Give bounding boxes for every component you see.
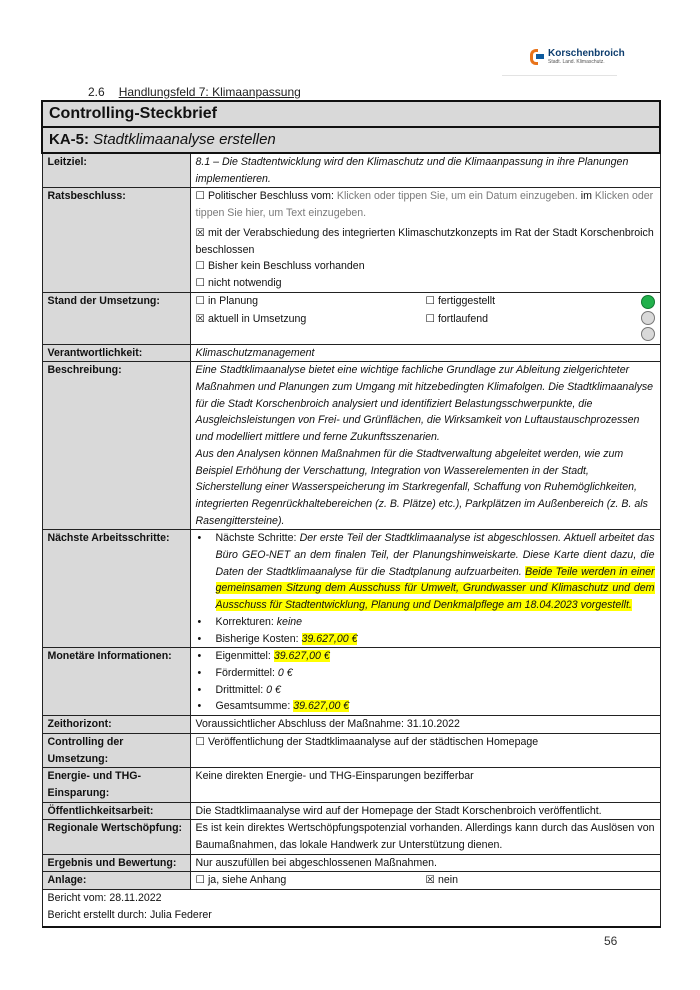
checkbox-klimaschutzkonzept[interactable]: ☒ bbox=[195, 226, 205, 239]
date-placeholder[interactable]: Klicken oder tippen Sie, um ein Datum einzugeben. bbox=[336, 190, 578, 203]
list-item bbox=[196, 698, 655, 715]
value-regional: Es ist kein direktes Wertschöpfungspotenzial vorhanden. Allerdings kann durch das Auslösen von Baumaßnahmen, das lokale Handwerk zur Unterstützung dienen. bbox=[190, 820, 660, 854]
value-oeffentlichkeit: Die Stadtklimaanalyse wird auf der Homepage der Stadt Korschenbroich veröffentlicht. bbox=[190, 802, 660, 820]
eigenmittel-lead: Eigenmittel: bbox=[215, 650, 271, 663]
label-leitziel: Leitziel: bbox=[42, 153, 190, 188]
gesamtsumme-value: 39.627,00 € bbox=[293, 700, 350, 713]
aktuell-label: aktuell in Umsetzung bbox=[207, 313, 307, 326]
value-beschreibung bbox=[190, 362, 660, 530]
bericht-vom: Bericht vom: 28.11.2022 bbox=[47, 892, 162, 905]
controlling-steckbrief-table bbox=[41, 100, 661, 928]
list-item bbox=[196, 682, 655, 699]
value-controlling bbox=[190, 733, 660, 767]
checkbox-fertiggestellt[interactable]: ☐ bbox=[425, 294, 435, 307]
kosten-value: 39.627,00 € bbox=[301, 632, 358, 645]
korrekturen-value: keine bbox=[276, 615, 303, 628]
header-rule bbox=[502, 75, 617, 76]
row-anlage bbox=[42, 872, 660, 890]
drittmittel-lead: Drittmittel: bbox=[215, 683, 264, 696]
card-subtitle bbox=[42, 127, 660, 153]
bericht-durch: Bericht erstellt durch: Julia Federer bbox=[47, 908, 212, 921]
foerdermittel-lead: Fördermittel: bbox=[215, 666, 275, 679]
row-zeithorizont bbox=[42, 716, 660, 734]
list-item bbox=[196, 614, 655, 631]
label-stand: Stand der Umsetzung: bbox=[42, 292, 190, 344]
beschreibung-paragraph-2: Aus den Analysen können Maßnahmen für die Stadtverwaltung abgeleitet werden, wie zum Beispiel Erhöhung der Verschattung, Integration von Wasserelementen in der Stadt, Sicherstellung einer Wasserspeicherung im Starkregenfall, Schaffung von Ruhemöglichkeiten, integrierten Regenrückhaltebereichen (z. B. Plätze) etc.), Parkplätzen im Außenbereich (z. B. als Rasengittersteine). bbox=[195, 447, 648, 527]
label-regional: Regionale Wertschöpfung: bbox=[42, 820, 190, 854]
in-planung-label: in Planung bbox=[207, 294, 259, 307]
row-energie bbox=[42, 768, 660, 802]
section-number: 2.6 bbox=[88, 85, 105, 99]
label-controlling: Controlling der Umsetzung: bbox=[42, 733, 190, 767]
checkbox-fortlaufend[interactable]: ☐ bbox=[425, 313, 435, 326]
naechste-highlight: Beide Teile werden in einer gemeinsamen Sitzung dem Ausschuss für Umwelt, Grundwasser und Klimaschutz und dem Ausschuss für Stadtentwicklung, Planung und Denkmalpflege am 18.04.2023 vorgestellt. bbox=[215, 565, 655, 612]
label-energie: Energie- und THG-Einsparung: bbox=[42, 768, 190, 802]
measure-name: Stadtklimaanalyse erstellen bbox=[93, 131, 276, 148]
status-traffic-light bbox=[641, 295, 656, 343]
checkbox-in-planung[interactable]: ☐ bbox=[195, 294, 205, 307]
fortlaufend-label: fortlaufend bbox=[437, 313, 489, 326]
checkbox-politischer-beschluss[interactable]: ☐ bbox=[195, 190, 205, 203]
row-footer bbox=[42, 890, 660, 927]
politischer-beschluss-label: Politischer Beschluss vom: bbox=[207, 190, 334, 203]
label-zeithorizont: Zeithorizont: bbox=[42, 716, 190, 734]
page-number: 56 bbox=[604, 934, 618, 948]
value-monetaer bbox=[190, 648, 660, 716]
veroeffentlichung-label: Veröffentlichung der Stadtklimaanalyse auf der städtischen Homepage bbox=[207, 735, 539, 748]
label-ratsbeschluss: Ratsbeschluss: bbox=[42, 188, 190, 292]
value-naechste-schritte bbox=[190, 530, 660, 648]
row-ergebnis bbox=[42, 854, 660, 872]
label-verantwortlichkeit: Verantwortlichkeit: bbox=[42, 344, 190, 362]
kosten-lead: Bisherige Kosten: bbox=[215, 632, 299, 645]
row-verantwortlichkeit bbox=[42, 344, 660, 362]
list-item bbox=[196, 631, 655, 648]
row-naechste-schritte bbox=[42, 530, 660, 648]
text-placeholder[interactable]: Klicken oder tippen Sie hier, um Text einzugeben. bbox=[195, 190, 654, 220]
korrekturen-lead: Korrekturen: bbox=[215, 615, 274, 628]
label-oeffentlichkeit: Öffentlichkeitsarbeit: bbox=[42, 802, 190, 820]
checkbox-veroeffentlichung[interactable]: ☐ bbox=[195, 735, 205, 748]
label-beschreibung: Beschreibung: bbox=[42, 362, 190, 530]
row-regional bbox=[42, 820, 660, 854]
row-stand bbox=[42, 292, 660, 344]
eigenmittel-value: 39.627,00 € bbox=[273, 650, 330, 663]
card-title: Controlling-Steckbrief bbox=[42, 101, 660, 127]
card-title-row bbox=[42, 101, 660, 127]
value-anlage bbox=[190, 872, 660, 890]
checkbox-aktuell[interactable]: ☒ bbox=[195, 313, 205, 326]
label-naechste-schritte: Nächste Arbeitsschritte: bbox=[42, 530, 190, 648]
list-item bbox=[196, 648, 655, 665]
row-beschreibung bbox=[42, 362, 660, 530]
checkbox-nicht-notwendig[interactable]: ☐ bbox=[195, 276, 205, 289]
label-ergebnis: Ergebnis und Bewertung: bbox=[42, 854, 190, 872]
value-ergebnis: Nur auszufüllen bei abgeschlossenen Maßnahmen. bbox=[190, 854, 660, 872]
row-monetaer bbox=[42, 648, 660, 716]
nicht-notwendig-label: nicht notwendig bbox=[207, 276, 282, 289]
row-controlling bbox=[42, 733, 660, 767]
card-subtitle-row bbox=[42, 127, 660, 153]
checkbox-anlage-ja[interactable]: ☐ bbox=[195, 874, 205, 887]
city-logo bbox=[530, 48, 625, 65]
list-item bbox=[196, 665, 655, 682]
anlage-nein-label: nein bbox=[437, 874, 458, 887]
kein-beschluss-label: Bisher kein Beschluss vorhanden bbox=[207, 260, 365, 273]
section-heading bbox=[88, 85, 301, 99]
row-leitziel bbox=[42, 153, 660, 188]
foerdermittel-value: 0 € bbox=[277, 666, 293, 679]
logo-name: Korschenbroich bbox=[548, 48, 625, 59]
label-monetaer: Monetäre Informationen: bbox=[42, 648, 190, 716]
section-title: Handlungsfeld 7: Klimaanpassung bbox=[118, 85, 301, 99]
yellow-light-icon bbox=[641, 311, 655, 325]
beschreibung-paragraph-1: Eine Stadtklimaanalyse bietet eine wichtige fachliche Grundlage zur Ableitung zielgerichteter Maßnahmen und Planungen zum Umgang mit hitzebedingten Klimafolgen. Die Stadtklimaanalyse für die Stadt Korschenbroich analysiert und identifiziert Belastungsschwerpunkte, die Ausgleichsleistungen von Frei- und Grünflächen, die Wirksamkeit von Luftaustauschprozessen und modelliert mittlere und ferne Zukunftsszenarien. bbox=[195, 364, 654, 444]
logo-mark-icon bbox=[530, 49, 544, 65]
gesamtsumme-lead: Gesamtsumme: bbox=[215, 700, 291, 713]
value-stand bbox=[190, 292, 660, 344]
value-verantwortlichkeit: Klimaschutzmanagement bbox=[190, 344, 660, 362]
naechste-lead: Nächste Schritte: bbox=[215, 532, 297, 545]
value-zeithorizont: Voraussichtlicher Abschluss der Maßnahme: 31.10.2022 bbox=[190, 716, 660, 734]
measure-code: KA-5: bbox=[49, 131, 89, 148]
row-ratsbeschluss bbox=[42, 188, 660, 292]
label-anlage: Anlage: bbox=[42, 872, 190, 890]
klimaschutzkonzept-label: mit der Verabschiedung des integrierten Klimaschutzkonzepts im Rat der Stadt Korschenbroich beschlossen bbox=[195, 226, 654, 256]
anlage-ja-label: ja, siehe Anhang bbox=[207, 874, 287, 887]
value-energie: Keine direkten Energie- und THG-Einsparungen bezifferbar bbox=[190, 768, 660, 802]
value-ratsbeschluss bbox=[190, 188, 660, 292]
checkbox-anlage-nein[interactable]: ☒ bbox=[425, 874, 435, 887]
value-leitziel: 8.1 – Die Stadtentwicklung wird den Klimaschutz und die Klimaanpassung in ihre Planungen implementieren. bbox=[190, 153, 660, 188]
list-item bbox=[196, 530, 655, 614]
green-light-icon bbox=[641, 295, 655, 309]
report-footer bbox=[42, 890, 660, 927]
naechste-text: Der erste Teil der Stadtklimaanalyse ist abgeschlossen. Aktuell arbeitet das Büro GEO-NET an dem finalen Teil, der Planungshinweiskarte. Diese Karte dient dazu, die Daten der Stadtklimaanalyse für die Stadtplanung aufzuarbeiten. bbox=[215, 532, 655, 578]
red-light-icon bbox=[641, 327, 655, 341]
drittmittel-value: 0 € bbox=[266, 683, 281, 696]
logo-tagline: Stadt. Land. Klimaschutz. bbox=[548, 59, 605, 65]
fertiggestellt-label: fertiggestellt bbox=[437, 294, 496, 307]
im-label: im bbox=[580, 190, 592, 203]
checkbox-kein-beschluss[interactable]: ☐ bbox=[195, 260, 205, 273]
row-oeffentlichkeit bbox=[42, 802, 660, 820]
